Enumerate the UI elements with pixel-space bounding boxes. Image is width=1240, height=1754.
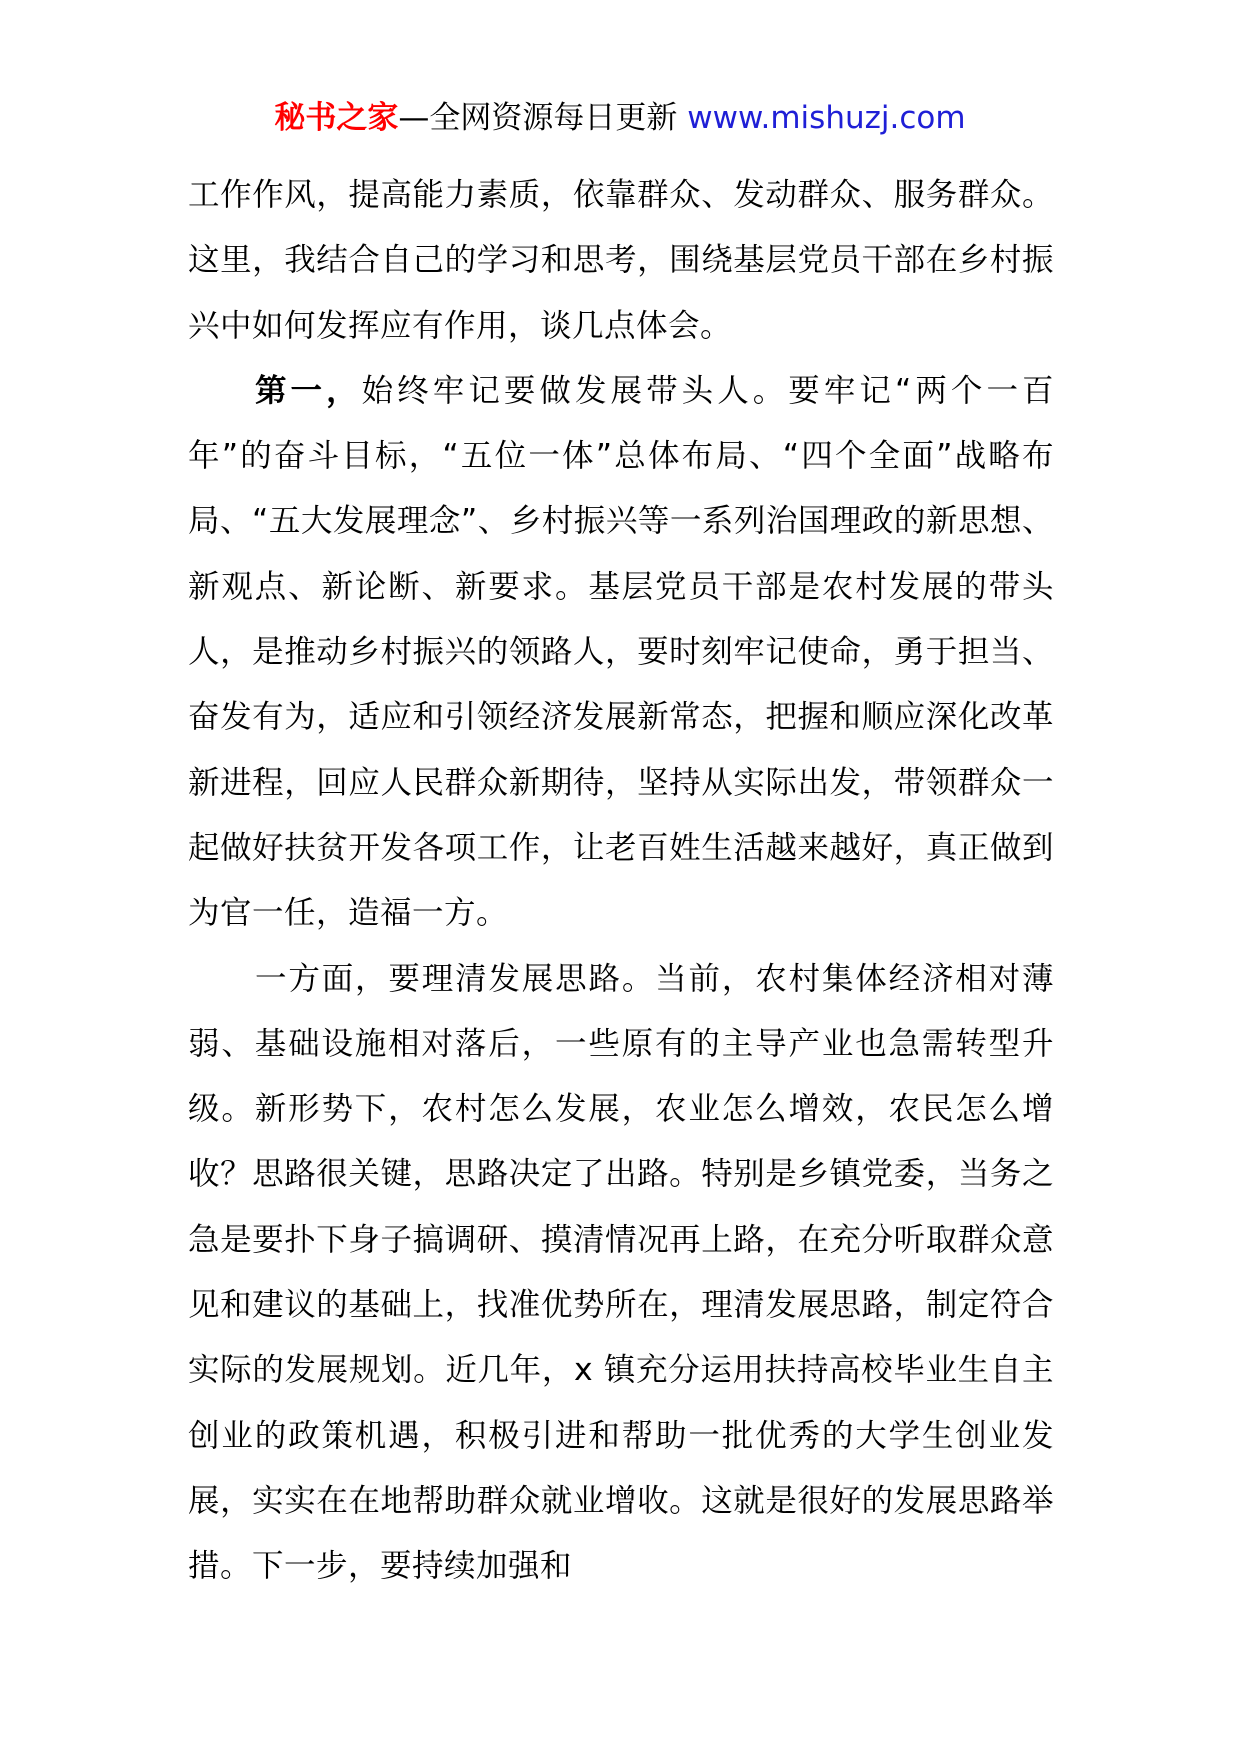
document-body <box>188 163 1054 1600</box>
brand-name: 秘书之家 <box>274 100 399 136</box>
paragraph-text: 一方面，要理清发展思路。当前，农村集体经济相对薄弱、基础设施相对落后，一些原有的主导产业也急需转型升级。新形势下，农村怎么发展，农业怎么增效，农民怎么增收？思路很关键，思路决定了出路。特别是乡镇党委，当务之急是要扑下身子搞调研、摸清情况再上路，在充分听取群众意见和建议的基础上，找准优势所在，理清发展思路，制定符合实际的发展规划。近几年，x 镇充分运用扶持高校毕业生自主创业的政策机遇，积极引进和帮助一批优秀的大学生创业发展，实实在在地帮助群众就业增收。这就是很好的发展思路举措。下一步，要持续加强和 <box>188 960 1054 1585</box>
site-url-link[interactable]: www.mishuzj.com <box>687 100 966 136</box>
paragraph-continuation <box>188 163 1054 359</box>
header-slogan: —全网资源每日更新 <box>398 100 688 136</box>
paragraph-text: 工作作风，提高能力素质，依靠群众、发动群众、服务群众。这里，我结合自己的学习和思考，围绕基层党员干部在乡村振兴中如何发挥应有作用，谈几点体会。 <box>188 177 1054 344</box>
paragraph-first-point <box>188 359 1054 947</box>
paragraph-text: 始终牢记要做发展带头人。要牢记“两个一百年”的奋斗目标，“五位一体”总体布局、“四个全面”战略布局、“五大发展理念”、乡村振兴等一系列治国理政的新思想、新观点、新论断、新要求。基层党员干部是农村发展的带头人，是推动乡村振兴的领路人，要时刻牢记使命，勇于担当、奋发有为，适应和引领经济发展新常态，把握和顺应深化改革新进程，回应人民群众新期待，坚持从实际出发，带领群众一起做好扶贫开发各项工作，让老百姓生活越来越好，真正做到为官一任，造福一方。 <box>188 372 1054 932</box>
paragraph-lead: 第一， <box>255 372 362 409</box>
paragraph-development-ideas <box>188 947 1054 1600</box>
site-header <box>0 98 1240 138</box>
